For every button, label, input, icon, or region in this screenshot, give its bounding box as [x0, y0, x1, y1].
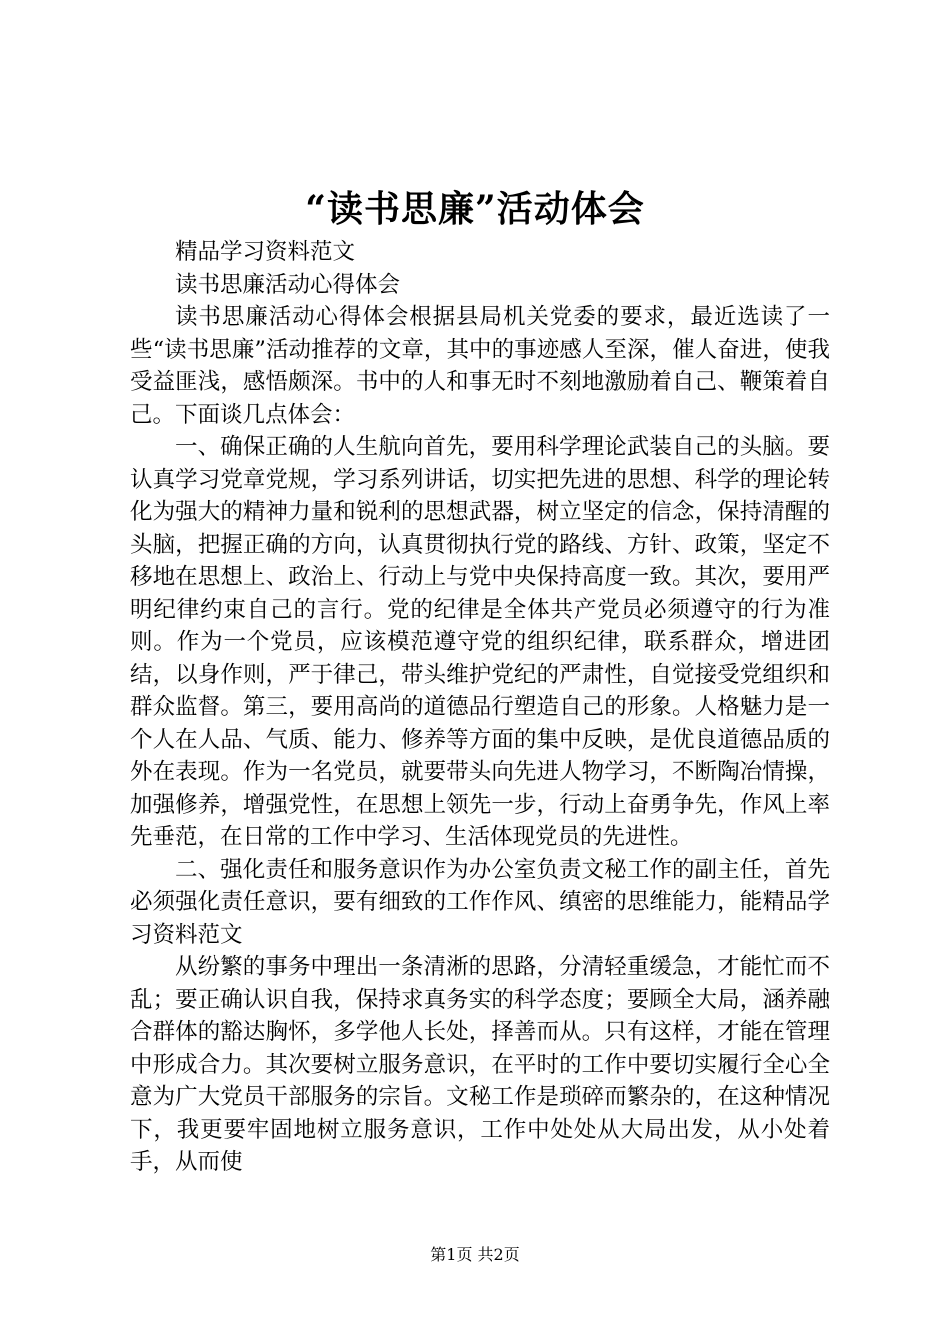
paragraph-intro: 读书思廉活动心得体会根据县局机关党委的要求，最近选读了一些“读书思廉”活动推荐的文章，其中的事迹感人至深，催人奋进，使我受益匪浅，感悟颇深。书中的人和事无时不刻地激励着自己、鞭策着自己。下面谈几点体会：: [130, 304, 830, 428]
page-number-footer: 第1页 共2页: [430, 1245, 520, 1264]
document-title: “读书思廉”活动体会: [305, 188, 645, 230]
paragraph-header-note: 精品学习资料范文: [175, 239, 356, 265]
paragraph-section-two-continued: 从纷繁的事务中理出一条清淅的思路，分清轻重缓急，才能忙而不乱；要正确认识自我，保持求真务实的科学态度；要顾全大局，涵养融合群体的豁达胸怀，多学他人长处，择善而从。只有这样，才能在管理中形成合力。其次要树立服务意识，在平时的工作中要切实履行全心全意为广大党员干部服务的宗旨。文秘工作是琐碎而繁杂的，在这种情况下，我更要牢固地树立服务意识，工作中处处从大局出发，从小处着手，从而使: [130, 954, 830, 1175]
paragraph-section-two: 二、强化责任和服务意识作为办公室负责文秘工作的副主任，首先必须强化责任意识，要有细致的工作作风、缜密的思维能力，能精品学习资料范文: [130, 856, 830, 948]
paragraph-subtitle: 读书思廉活动心得体会: [175, 271, 401, 298]
document-body: [130, 236, 830, 1179]
paragraph-section-one: 一、确保正确的人生航向首先，要用科学理论武装自己的头脑。要认真学习党章党规，学习系列讲话，切实把先进的思想、科学的理论转化为强大的精神力量和锐利的思想武器，树立坚定的信念，保持清醒的头脑，把握正确的方向，认真贯彻执行党的路线、方针、政策，坚定不移地在思想上、政治上、行动上与党中央保持高度一致。其次，要用严明纪律约束自己的言行。党的纪律是全体共产党员必须遵守的行为准则。作为一个党员，应该模范遵守党的组织纪律，联系群众，增进团结，以身作则，严于律己，带头维护党纪的严肃性，自觉接受党组织和群众监督。第三，要用高尚的道德品行塑造自己的形象。人格魅力是一个人在人品、气质、能力、修养等方面的集中反映，是优良道德品质的外在表现。作为一名党员，就要带头向先进人物学习，不断陶冶情操，加强修养，增强党性，在思想上领先一步，行动上奋勇争先，作风上率先垂范，在日常的工作中学习、生活体现党员的先进性。: [130, 434, 830, 850]
